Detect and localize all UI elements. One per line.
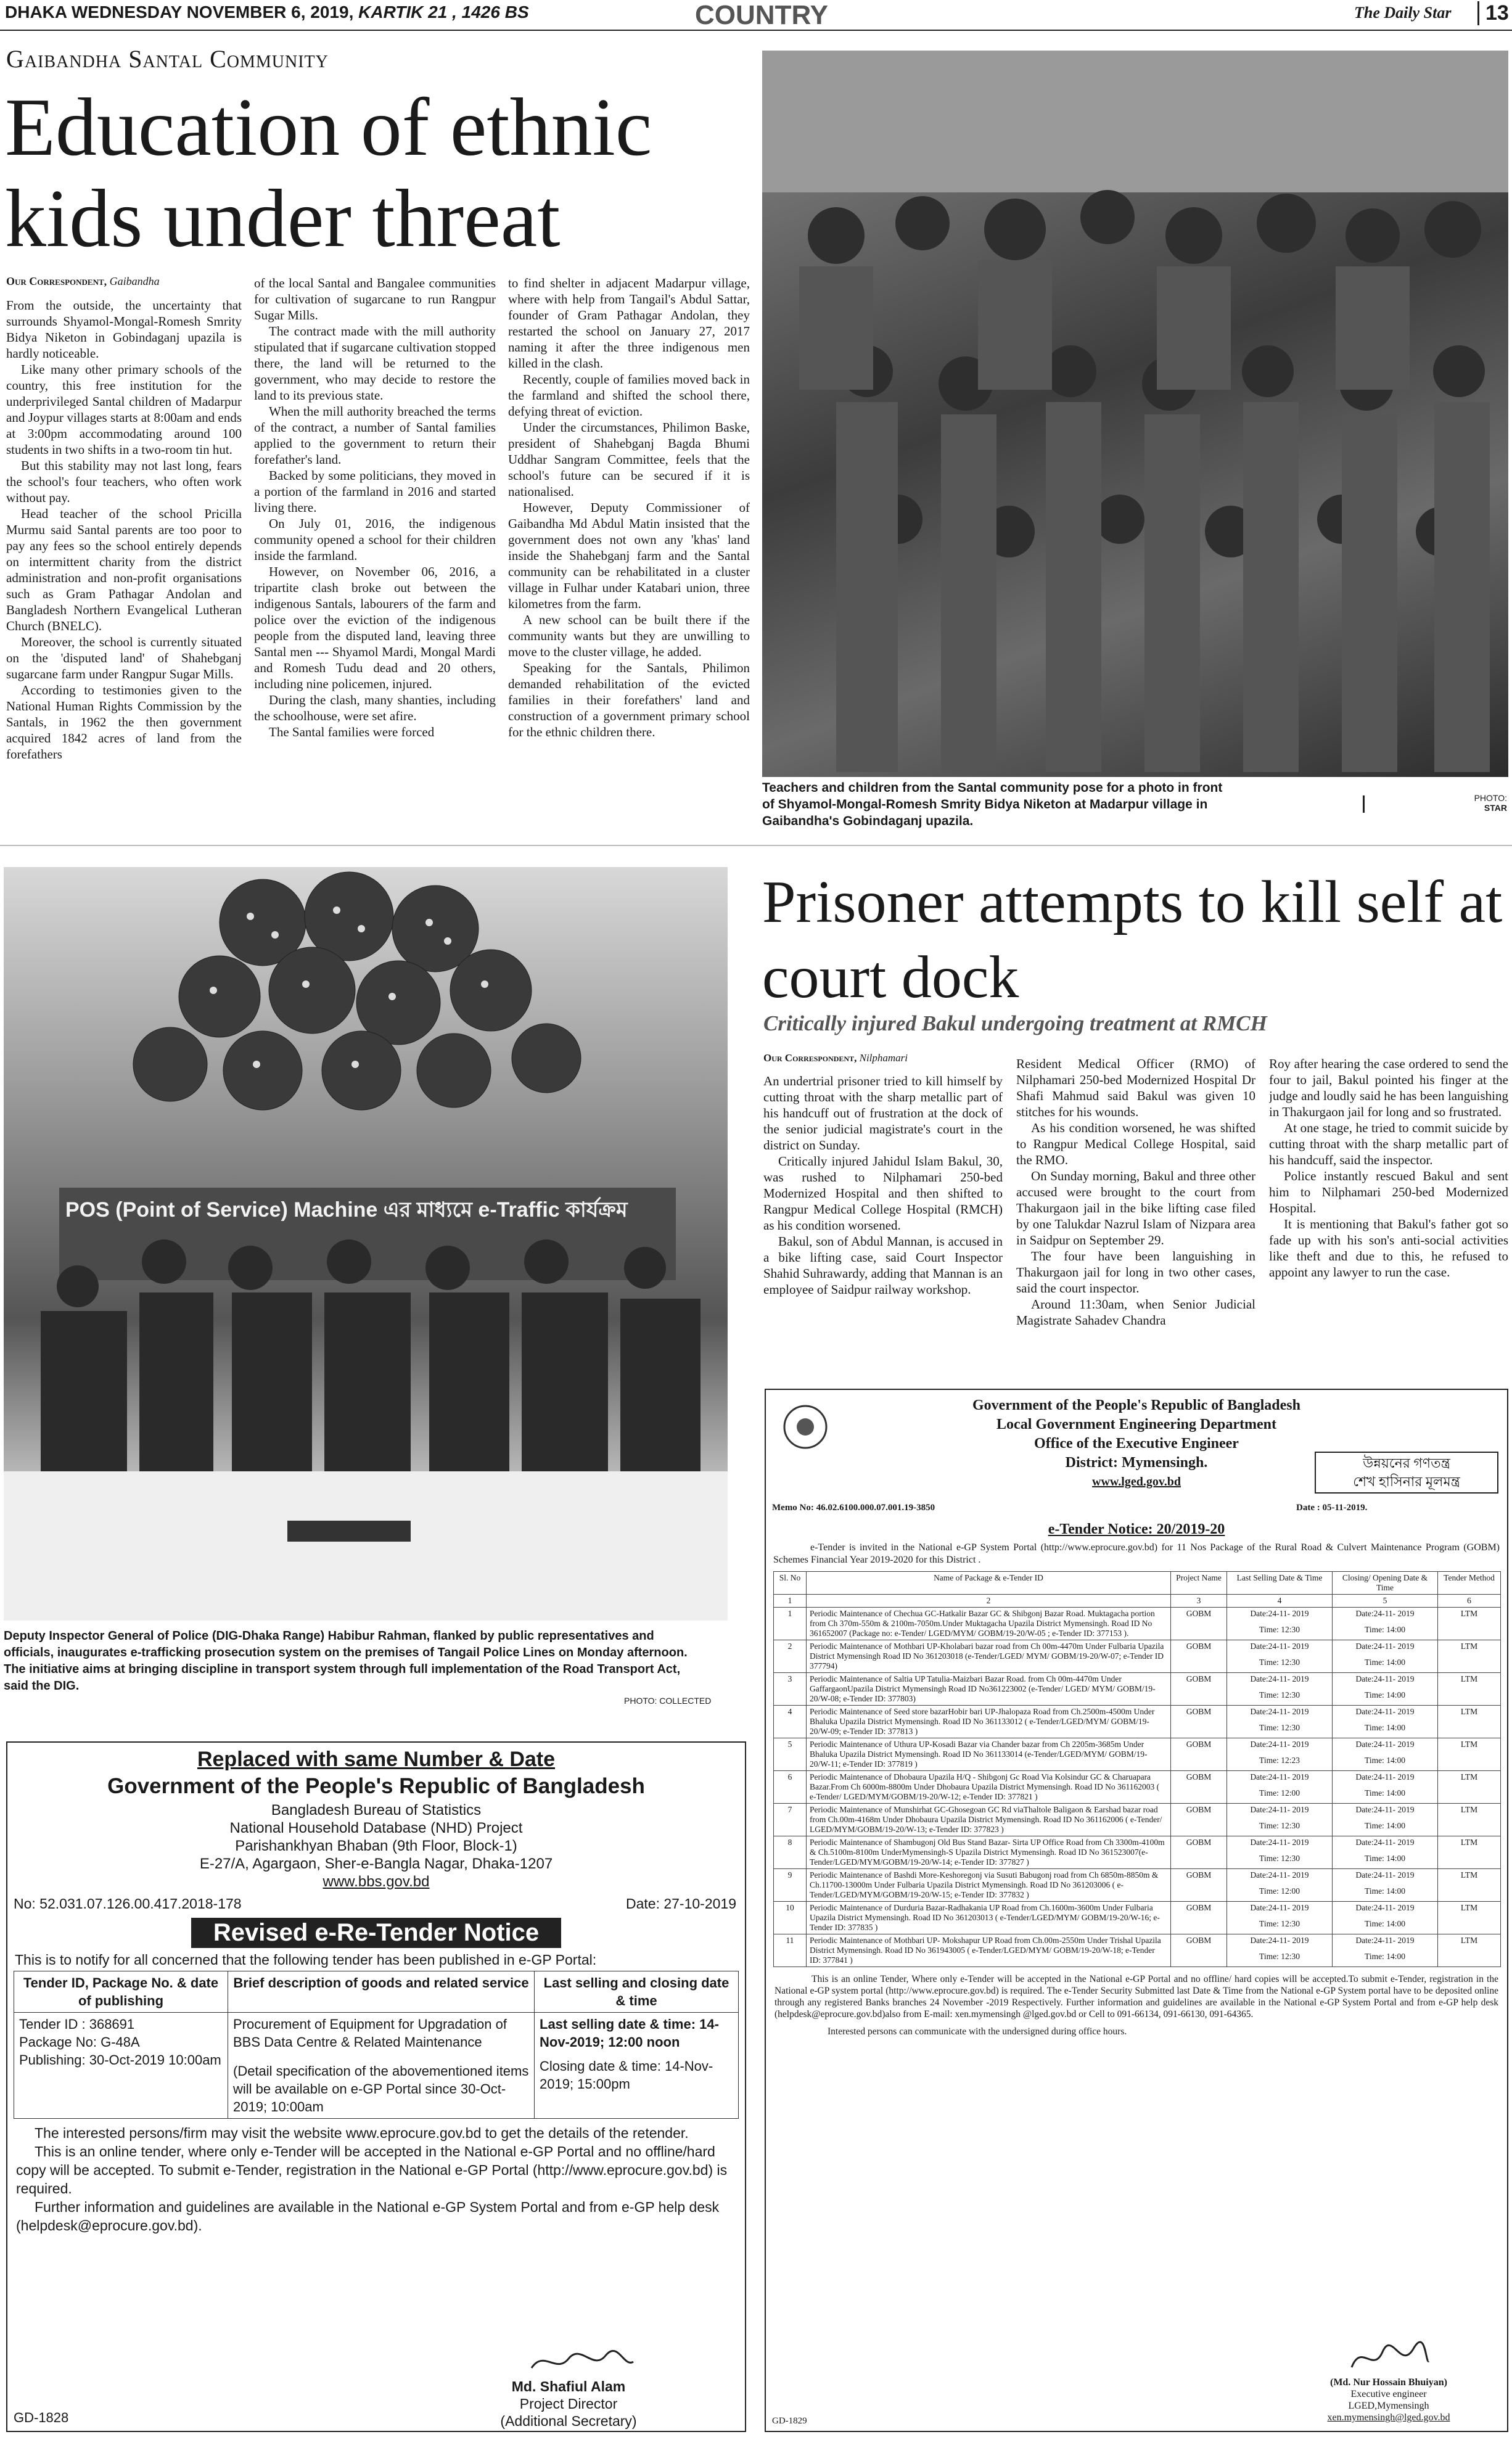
cell-sell: Date:24-11- 2019 Time: 12:30 [1227,1804,1333,1836]
cell-desc: Periodic Maintenance of Shambugonj Old Bus Stand Bazar- Sirta UP Office Road from Ch 3300m-4100m & Ch.5100m-8100m UnderMymensingh-S Upazila District Mymensingh. Road ID No 361523007(e-Tender/LGED/MYM/GOBM/19-20/W-14; e-Tender ID: 377827 ) [807,1836,1171,1869]
cell-desc: Periodic Maintenance of Munshirhat GC-Ghosegoan GC Rd viaThaltole Baligaon & Earshad bazar road from Ch.00m-4168m Under Dhobaura Upazila District Mymensingh. Road ID No 361162006 ( e-Tender/ LGED/MYM/GOBM/19-20/W-13; e-Tender ID: 377823 ) [807,1804,1171,1836]
cell-sell: Date:24-11- 2019 Time: 12:30 [1227,1608,1333,1640]
cell-method: LTM [1438,1771,1501,1804]
photo1-caption: Teachers and children from the Santal community pose for a photo in front of Shyamol-Mongal-Romesh Smrity Bidya Niketon at Madarpur village in Gaibandha's Gobindaganj upazila. [762,781,1223,828]
cell-desc: Periodic Maintenance of Seed store bazarHobir bari UP-Jhalopaza Road from Ch.2500m-4500m Under Bhaluka Upazila District Mymensingh. Road ID No 361133012 ( e-Tender/LGED/MYM/ GOBM/19-20/W-09; e-Tender ID: 377813 ) [807,1706,1171,1738]
balloon-cluster [4,867,728,1621]
table-row [774,1673,1501,1706]
cell-proj: GOBM [1171,1738,1227,1771]
cell-no: 4 [774,1706,807,1738]
cell-method: LTM [1438,1706,1501,1738]
story1-col1: From the outside, the uncertainty that surrounds Shyamol-Mongal-Romesh Smrity Bidya Niketon in Gobindaganj upazila is hardly noticeable. Like many other primary schools of the country, this free institution for the underprivileged Santal children of Madarpur and Joypur villages starts at 8:00am and ends at 3:00pm accommodating around 100 students in two shifts in a two-room tin hut. But this stability may not last long, fears the school's four teachers, who often work without pay. Head teacher of the school Pricilla Murmu said Santal parents are too poor to pay any fees so the school entirely depends on intermittent charity from the district administration and non-profit organisations such as Gram Pathagar Andolan and Bangladesh Northern Evangelical Lutheran Church (BNELC). Moreover, the school is currently situated on the 'disputed land' of Shahebganj sugarcane farm under Rangpur Sugar Mills. According to testimonies given to the National Human Rights Commission by the Santals, in 1962 the then government acquired 1842 acres of land from the forefathers [6,298,242,762]
cell-proj: GOBM [1171,1836,1227,1869]
cell-method: LTM [1438,1640,1501,1673]
table-row [774,1738,1501,1771]
cell-no: 5 [774,1738,807,1771]
section-rule [0,845,1512,846]
cell-close: Date:24-11- 2019 Time: 14:00 [1333,1934,1438,1967]
ad1-signer-name: Md. Shafiul Alam [511,2378,626,2394]
ad2-slogan-box: উন্নয়নের গণতন্ত্র শেখ হাসিনার মূলমন্ত্র [1315,1452,1498,1494]
cell-desc: Periodic Maintenance of Chechua GC-Hatkalir Bazar GC & Shibgonj Bazar Road. Muktagacha portion from Ch 370m-550m & 2100m-7050m.Under Muktagacha Upazila District Mymensingh. Road ID No 361652007 (Package no: e-Tender/ LGED/MYM/ GOBM/19-20/W-05 ; e-Tender ID: 377153 ). [807,1608,1171,1640]
cell-sell: Date:24-11- 2019 Time: 12:30 [1227,1902,1333,1934]
ad2-code: GD-1829 [772,2416,807,2426]
cell-close: Date:24-11- 2019 Time: 14:00 [1333,1640,1438,1673]
dateline-city: DHAKA [5,2,67,22]
lged-tender-ad [765,1389,1508,2432]
story1-byline [6,275,160,288]
cell-method: LTM [1438,1608,1501,1640]
cell-no: 10 [774,1902,807,1934]
section-name: COUNTRY [695,0,828,30]
ad1-signer-rank: (Additional Secretary) [500,2413,637,2429]
ad2-signer-email: xen.mymensingh@lged.gov.bd [1327,2412,1450,2423]
ad2-line4: District: Mymensingh. [1065,1455,1208,1471]
cell-method: LTM [1438,1902,1501,1934]
ad1-government: Government of the People's Republic of Bangladesh [107,1774,645,1798]
cell-proj: GOBM [1171,1804,1227,1836]
table-row [774,1706,1501,1738]
cell-close: Date:24-11- 2019 Time: 14:00 [1333,1836,1438,1869]
cell-close: Date:24-11- 2019 Time: 14:00 [1333,1738,1438,1771]
cell-sell: Date:24-11- 2019 Time: 12:30 [1227,1836,1333,1869]
ad2-memo: Memo No: 46.02.6100.000.07.001.19-3850 [772,1503,935,1513]
table-row [774,1608,1501,1640]
cell-method: LTM [1438,1673,1501,1706]
ad1-tender-table: Tender ID, Package No. & date of publishing Brief description of goods and related service Last selling and closing date & time Tender ID : 368691 Package No: G-48A Publishing: 30-Oct-2019 10:00am Procurement of Equipment for Upgradation of BBS Data Centre & Related Maintenance (Detail specification of the abovementioned items will be available on e-GP Portal since 30-Oct- 2019; 10:00am Last selling date & time: 14-Nov-2019; 12:00 noon Closing date & time: 14-Nov-2019; 15:00pm [14,1971,739,2119]
ad2-footer: This is an online Tender, Where only e-Tender will be accepted in the National e-GP Portal and no offline/ hard copies will be accepted.To submit e-Tender, registration in the National e-GP system portal (http://www.eprocure.gov.bd) is required. The e-Tender Security Submitted last Date & Time from the National e-GP System portal have to be deposited online through any registered Banks branches 24 November -2019 Respectively. Further information and guidelines are available in the National e-GP System Portal and from e-GP help desk (helpdesk@eprocure.gov.bd)also from E-mail: xen.mymensingh @lged.gov.bd or Cell to 091-66134, 091-66130, 091-64365. [774,1974,1498,2020]
ad1-col-dates: Last selling and closing date & time [535,1971,739,2013]
table-row [774,1804,1501,1836]
ad1-intro: This is to notify for all concerned that the following tender has been published in e-GP Portal: [15,1952,597,1968]
ad2-footer2: Interested persons can communicate with the undersigned during office hours. [828,2026,1127,2037]
story2-headline: Prisoner attempts to kill self at court dock [762,869,1503,1011]
photo2-caption: Deputy Inspector General of Police (DIG-Dhaka Range) Habibur Rahman, flanked by public representatives and officials, inaugurates e-trafficking prosecution system on the premises of Tangail Police Lines on Monday afternoon. The initiative aims at bringing discipline in transport system through full implementation of the Road Transport Act, said the DIG. [4,1629,688,1693]
ad1-replaced: Replaced with same Number & Date [197,1748,556,1771]
cell-no: 1 [774,1608,807,1640]
cell-sell: Date:24-11- 2019 Time: 12:30 [1227,1934,1333,1967]
ad1-col-desc: Brief description of goods and related service [228,1971,535,2013]
photo-figures [762,51,1508,777]
ad2-date: Date : 05-11-2019. [1296,1503,1368,1513]
cell-close: Date:24-11- 2019 Time: 14:00 [1333,1673,1438,1706]
cell-no: 11 [774,1934,807,1967]
ad1-signature [525,2343,636,2380]
bbs-tender-ad [6,1741,746,2432]
cell-close: Date:24-11- 2019 Time: 14:00 [1333,1804,1438,1836]
cell-no: 2 [774,1640,807,1673]
ad2-signature [1346,2340,1432,2377]
lged-logo-icon [781,1402,830,1452]
cell-proj: GOBM [1171,1608,1227,1640]
table-row [774,1934,1501,1967]
ad2-signer-name: (Md. Nur Hossain Bhuiyan) [1330,2377,1447,2388]
cell-sell: Date:24-11- 2019 Time: 12:23 [1227,1738,1333,1771]
cell-desc: Periodic Maintenance of Bashdi More-Keshoregonj via Susuti Babugonj road from Ch 6850m-8850m & Ch.11700-13000m Under Fulbaria Upazila District Mymensingh. Road ID No 361203006 ( e-Tender/LGED/MYM/GOBM/19-20/W-15; e-Tender ID: 377832 ) [807,1869,1171,1902]
ad2-line3: Office of the Executive Engineer [1034,1436,1239,1452]
cell-no: 8 [774,1836,807,1869]
cell-proj: GOBM [1171,1706,1227,1738]
cell-proj: GOBM [1171,1771,1227,1804]
cell-desc: Periodic Maintenance of Mothbari UP-Kholabari bazar road from Ch 00m-4470m Under Fulbaria Upazila District Mymensingh Road ID No 361203018 (e-Tender/LGED/ MYM/ GOBM/19-20/W-07; e-Tender ID 377794) [807,1640,1171,1673]
cell-close: Date:24-11- 2019 Time: 14:00 [1333,1706,1438,1738]
story1-col3: to find shelter in adjacent Madarpur village, where with help from Tangail's Abdul Sattar, founder of Gram Pathagar Andolan, they restarted the school on January 27, 2017 naming it after the three indigenous men killed in the clash. Recently, couple of families moved back in the farmland and shifted the school there, defying threat of eviction. Under the circumstances, Philimon Baske, president of Shahebganj Bagda Bhumi Uddhar Sangram Committee, feels that the school's future can be secured if it is nationalised. However, Deputy Commissioner of Gaibandha Md Abdul Matin insisted that the government does not own any 'khas' land inside the Shahebganj farm and the Santal community can be rehabilitated in a cluster village in Fulhar under Katabari union, three kilometres from the farm. A new school can be built there if the community wants but they are unwilling to move to the cluster village, he added. Speaking for the Santals, Philimon demanded rehabilitation of the evicted families in their forefathers' land and construction of a government primary school for the ethnic children there. [508,276,750,739]
ad1-para2: This is an online tender, where only e-Tender will be accepted in the National e-GP Portal and no offline/hard copy will be accepted. To submit e-Tender, registration in the National e-GP Portal (http://www.eprocure.gov.bd) is required. [16,2143,728,2197]
cell-method: LTM [1438,1738,1501,1771]
story2-byline-place: Nilphamari [859,1052,908,1064]
ad2-signer-title: Executive engineer [1350,2389,1427,2399]
cell-sell: Date:24-11- 2019 Time: 12:30 [1227,1640,1333,1673]
cell-close: Date:24-11- 2019 Time: 14:00 [1333,1869,1438,1902]
cell-proj: GOBM [1171,1673,1227,1706]
cell-close: Date:24-11- 2019 Time: 14:00 [1333,1771,1438,1804]
ad1-address: Bangladesh Bureau of Statistics National Household Database (NHD) Project Parishankhyan Bhaban (9th Floor, Block-1) E-27/A, Agargaon, Sher-e-Bangla Nagar, Dhaka-1207 www.bbs.gov.bd [199,1802,553,1890]
cell-no: 9 [774,1869,807,1902]
paper-logo: The Daily Star [1354,4,1452,22]
cell-method: LTM [1438,1869,1501,1902]
ad1-para1: The interested persons/firm may visit the website www.eprocure.gov.bd to get the details of the retender. [35,2125,689,2141]
byline-label: Our Correspondent, [6,275,107,287]
cell-close: Date:24-11- 2019 Time: 14:00 [1333,1608,1438,1640]
cell-sell: Date:24-11- 2019 Time: 12:30 [1227,1673,1333,1706]
table-row [774,1771,1501,1804]
cell-desc: Periodic Maintenance of Durduria Bazar-Radhakania UP Road from Ch.1600m-3600m Under Fulbaria Upazila District Mymensingh. Road ID No 361203013 ( e-Tender/LGED/MYM/ GOBM/19-20/W-16; e-Tender ID: 377835 ) [807,1902,1171,1934]
ad2-line2: Local Government Engineering Department [996,1416,1276,1432]
cell-desc: Periodic Maintenance of Uthura UP-Kosadi Bazar via Chander bazar from Ch 2205m-3685m Under Bhaluka Upazila District Mymensingh. Road ID No 361133014 (e-Tender/LGED/MYM/ GOBM/19-20/W-11; e-Tender ID: 377819 ) [807,1738,1171,1771]
ad1-code: GD-1828 [14,2410,69,2425]
ad1-ref-no: No: 52.031.07.126.00.417.2018-178 [14,1896,242,1912]
ad2-website: www.lged.gov.bd [1092,1475,1181,1489]
dateline-bangla: KARTIK 21 , 1426 BS [358,2,529,22]
page-number: 13 [1477,1,1509,25]
dateline-date: WEDNESDAY NOVEMBER 6, 2019, [71,2,354,22]
cell-sell: Date:24-11- 2019 Time: 12:00 [1227,1771,1333,1804]
e-traffic-event-photo [4,867,728,1621]
ad1-col-tender: Tender ID, Package No. & date of publishing [14,1971,228,2013]
cell-desc: Periodic Maintenance of Dhobaura Upazila H/Q - Shibgonj Gc Road Via Kolsindur GC & Charuapara Bazar.From Ch 6000m-8800m Under Dhobaura Upazila District Mymensingh. Road ID No 361162003 ( e-Tender/ LGED/MYM/GOBM/19-20/W-12; e-Tender ID: 377821 ) [807,1771,1171,1804]
ad2-intro: e-Tender is invited in the National e-GP System Portal (http://www.eprocure.gov.bd) for 11 Nos Package of the Rural Road & Culvert Maintenance Program (GOBM) Schemes Financial Year 2019-2020 for this District . [773,1542,1500,1565]
table-row [774,1902,1501,1934]
table-row [774,1869,1501,1902]
ad1-date: Date: 27-10-2019 [625,1896,736,1912]
caption-divider [1363,795,1365,813]
story1-headline: Education of ethnic kids under threat [5,81,652,264]
story1-col2: of the local Santal and Bangalee communities for cultivation of sugarcane to run Rangpur Sugar Mills. The contract made with the mill authority stipulated that if sugarcane cultivation stopped there, the land will be returned to the government, who may decide to restore the land to its previous state. When the mill authority breached the terms of the contract, a number of Santal families applied to the government to return their forefather's land. Backed by some politicians, they moved in a portion of the farmland in 2016 and started living there. On July 01, 2016, the indigenous community opened a school for their children inside the farmland. However, on November 06, 2016, a tripartite clash broke out between the indigenous Santals, labourers of the farm and police over the eviction of the indigenous people from the disputed land, leaving three Santal men --- Shyamol Mardi, Mongal Mardi and Romesh Tudu dead and 20 others, including nine policemen, injured. During the clash, many shanties, including the schoolhouse, were set afire. The Santal families were forced [254,276,496,739]
cell-no: 3 [774,1673,807,1706]
story2-col2: Resident Medical Officer (RMO) of Nilphamari 250-bed Modernized Hospital Dr Shafi Mahmud said Bakul was given 10 stitches for his wounds. As his condition worsened, he was shifted to Rangpur Medical College Hospital, said the RMO. On Sunday morning, Bakul and three other accused were brought to the court from Thakurgaon jail in the bike lifting case filed by one Talukdar Nazrul Islam of Nizpara area in Saidpur on September 29. The four have been languishing in Thakurgaon jail for long in two other cases, said the court inspector. Around 11:30am, when Senior Judicial Magistrate Sahadev Chandra [1016,1056,1255,1328]
story2-byline [763,1052,908,1064]
cell-proj: GOBM [1171,1869,1227,1902]
ad1-para3: Further information and guidelines are available in the National e-GP System Portal and from e-GP help desk (helpdesk@eprocure.gov.bd). [16,2199,720,2234]
ad2-title: e-Tender Notice: 20/2019-20 [1048,1521,1225,1537]
ad2-tender-table: Sl. No Name of Package & e-Tender ID Project Name Last Selling Date & Time Closing/ Opening Date & Time Tender Method 1 2 3 4 5 6 1 Periodic Maintenance of Chechua GC-Hatkalir Bazar GC & Shibgonj Bazar Road. Muktagacha portion from Ch 370m-550m & 2100m-7050m.Under Muktagacha Upazila District Mymensingh. Road ID No 361652007 (Package no: e-Tender/ LGED/MYM/ GOBM/19-20/W-05 ; e-Tender ID: 377153 ). GOBM Date:24-11- 2019 Time: 12:30 Date:24-11- 2019 Time: 14:00 LTM 2 Periodic Maintenance of Mothbari UP-Kholabari bazar road from Ch 00m-4470m Under Fulbaria Upazila District Mymensingh Road ID No 361203018 (e-Tender/LGED/ MYM/ GOBM/19-20/W-07; e-Tender ID 377794) GOBM Date:24-11- 2019 Time: 12:30 Date:24-11- 2019 Time: 14:00 LTM 3 Periodic Maintenance of Saltia UP Tatulia-Maizbari Bazar Road. from Ch 00m-4470m Under GaffargaonUpazila District Mymensingh Road ID No361223002 (e-Tender/ LGED/ MYM/ GOBM/19-20/W-08; e-Tender ID: 377803) GOBM Date:24-11- 2019 Time: 12:30 Date:24-11- 2019 Time: 14:00 LTM 4 Periodic Maintenance of Seed store bazarHobir bari UP-Jhalopaza Road from Ch.2500m-4500m Under Bhaluka Upazila District Mymensingh. Road ID No 361133012 ( e-Tender/LGED/MYM/ GOBM/19-20/W-09; e-Tender ID: 377813 ) GOBM Date:24-11- 2019 Time: 12:30 Date:24-11- 2019 Time: 14:00 LTM 5 Periodic Maintenance of Uthura UP-Kosadi Bazar via Chander bazar from Ch 2205m-3685m Under Bhaluka Upazila District Mymensingh. Road ID No 361133014 (e-Tender/LGED/MYM/ GOBM/19-20/W-11; e-Tender ID: 377819 ) GOBM Date:24-11- 2019 Time: 12:23 Date:24-11- 2019 Time: 14:00 LTM 6 Periodic Maintenance of Dhobaura Upazila H/Q - Shibgonj Gc Road Via Kolsindur GC & Charuapara Bazar.From Ch 6000m-8800m Under Dhobaura Upazila District Mymensingh. Road ID No 361162003 ( e-Tender/ LGED/MYM/GOBM/19-20/W-12; e-Tender ID: 377821 ) GOBM Date:24-11- 2019 Time: 12:00 Date:24-11- 2019 Time: 14:00 LTM 7 Periodic Maintenance of Munshirhat GC-Ghosegoan GC Rd viaThaltole Baligaon & Earshad bazar road from Ch.00m-4168m Under Dhobaura Upazila District Mymensingh. Road ID No 361162006 ( e-Tender/ LGED/MYM/GOBM/19-20/W-13; e-Tender ID: 377823 ) GOBM Date:24-11- 2019 Time: 12:30 Date:24-11- 2019 Time: 14:00 LTM 8 Periodic Maintenance of Shambugonj Old Bus Stand Bazar- Sirta UP Office Road from Ch 3300m-4100m & Ch.5100m-8100m UnderMymensingh-S Upazila District Mymensingh. Road ID No 361523007(e-Tender/LGED/MYM/GOBM/19-20/W-14; e-Tender ID: 377827 ) GOBM Date:24-11- 2019 Time: 12:30 Date:24-11- 2019 Time: 14:00 LTM 9 Periodic Maintenance of Bashdi More-Keshoregonj via Susuti Babugonj road from Ch 6850m-8850m & Ch.11700-13000m Under Fulbaria Upazila District Mymensingh. Road ID No 361203006 ( e-Tender/LGED/MYM/GOBM/19-20/W-15; e-Tender ID: 377832 ) GOBM Date:24-11- 2019 Time: 12:00 Date:24-11- 2019 Time: 14:00 LTM 10 Periodic Maintenance of Durduria Bazar-Radhakania UP Road from Ch.1600m-3600m Under Fulbaria Upazila District Mymensingh. Road ID No 361203013 ( e-Tender/LGED/MYM/ GOBM/19-20/W-16; e-Tender ID: 377835 ) GOBM Date:24-11- 2019 Time: 12:30 Date:24-11- 2019 Time: 14:00 LTM 11 Periodic Maintenance of Mothbari UP- Mokshapur UP Road from Ch.00m-2550m Under Trishal Upazila District Mymensingh. Road ID No 361943005 ( e-Tender/LGED/MYM/ GOBM/19-20/W-18; e-Tender ID: 377841 ) GOBM Date:24-11- 2019 Time: 12:30 Date:24-11- 2019 Time: 14:00 LTM [773,1571,1501,1967]
cell-proj: GOBM [1171,1640,1227,1673]
cell-method: LTM [1438,1836,1501,1869]
masthead [0,0,1512,31]
ad2-line1: Government of the People's Republic of Bangladesh [972,1397,1300,1413]
cell-desc: Periodic Maintenance of Saltia UP Tatulia-Maizbari Bazar Road. from Ch 00m-4470m Under GaffargaonUpazila District Mymensingh Road ID No361223002 (e-Tender/ LGED/ MYM/ GOBM/19-20/W-08; e-Tender ID: 377803) [807,1673,1171,1706]
ad2-signer-org: LGED,Mymensingh [1348,2401,1429,2411]
byline-place: Gaibandha [109,275,160,287]
ad1-signer-title: Project Director [519,2396,618,2412]
table-row [774,1640,1501,1673]
ad1-title: Revised e-Re-Tender Notice [191,1918,561,1948]
table-row [774,1836,1501,1869]
cell-proj: GOBM [1171,1934,1227,1967]
story2-byline-label: Our Correspondent, [763,1052,857,1064]
cell-method: LTM [1438,1934,1501,1967]
story2-subhead: Critically injured Bakul undergoing treatment at RMCH [763,1011,1267,1035]
photo1-credit: PHOTO: STAR [1474,793,1507,813]
cell-close: Date:24-11- 2019 Time: 14:00 [1333,1902,1438,1934]
cell-no: 6 [774,1771,807,1804]
santal-community-photo [762,51,1508,777]
cell-no: 7 [774,1804,807,1836]
cell-sell: Date:24-11- 2019 Time: 12:00 [1227,1869,1333,1902]
cell-sell: Date:24-11- 2019 Time: 12:30 [1227,1706,1333,1738]
event-banner-text: POS (Point of Service) Machine এর মাধ্যমে e-Traffic কার্যক্রম [65,1198,628,1222]
cell-method: LTM [1438,1804,1501,1836]
cell-proj: GOBM [1171,1902,1227,1934]
cell-desc: Periodic Maintenance of Mothbari UP- Mokshapur UP Road from Ch.00m-2550m Under Trishal Upazila District Mymensingh. Road ID No 361943005 ( e-Tender/LGED/MYM/ GOBM/19-20/W-18; e-Tender ID: 377841 ) [807,1934,1171,1967]
story2-col1: An undertrial prisoner tried to kill himself by cutting throat with the sharp metallic part of his handcuff out of frustration at the dock of the senior judicial magistrate's court in the district on Sunday. Critically injured Jahidul Islam Bakul, 30, was rushed to Nilphamari 250-bed Modernized Hospital and then shifted to Rangpur Medical College Hospital (RMCH) as his condition worsened. Bakul, son of Abdul Mannan, is accused in a bike lifting case, said Court Inspector Shahid Suhrawardy, adding that Mannan is an employee of Saidpur railway workshop. [763,1074,1003,1297]
story1-kicker: Gaibandha Santal Community [6,45,329,73]
story2-col3: Roy after hearing the case ordered to send the four to jail, Bakul pointed his finger at the judge and loudly said he has been languishing in Thakurgaon jail for long and so frustrated. At one stage, he tried to commit suicide by cutting throat with the sharp metallic part of his handcuff, said the inspector. Police instantly rescued Bakul and sent him to Nilphamari 250-bed Modernized Hospital. It is mentioning that Bakul's father got so fade up with his son's anti-social activities like theft and due to this, he refused to appoint any lawyer to run the case. [1269,1056,1508,1280]
ad2-table-body [774,1608,1501,1967]
photo2-credit: PHOTO: COLLECTED [624,1696,712,1706]
